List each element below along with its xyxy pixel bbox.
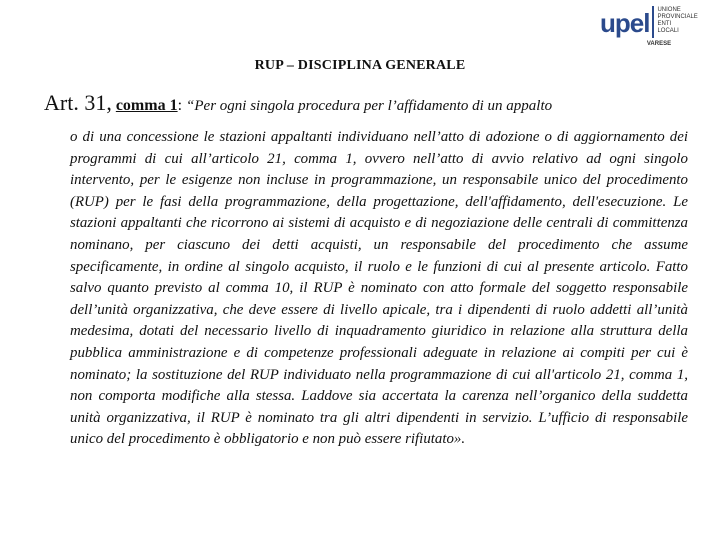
- body-first-line: “Per ogni singola procedura per l’affidamento di un appalto: [186, 98, 553, 114]
- slide-title: RUP – DISCIPLINA GENERALE: [254, 58, 466, 73]
- logo-city: VARESE: [646, 41, 672, 47]
- logo-line: PROVINCIALE: [657, 14, 698, 20]
- comma-number: comma 1: [115, 97, 178, 114]
- logo-divider: [652, 6, 654, 38]
- logo-line: ENTI: [657, 21, 672, 27]
- heading-colon: :: [177, 97, 187, 114]
- logo-line: LOCALI: [657, 28, 679, 34]
- logo-text-block: [657, 7, 697, 35]
- article-number: Art. 31,: [44, 90, 112, 115]
- article-heading: [44, 90, 700, 116]
- logo-wordmark: upel: [600, 8, 650, 38]
- logo-subtext: [600, 41, 718, 47]
- article-body: o di una concessione le stazioni appaltanti individuano nell’atto di adozione o di aggiornamento dei programmi di cui all’articolo 21, comma 1, ovvero nell’atto di avvio relativo ad ogni singolo intervento, per le esigenze non incluse in programmazione, un responsabile unico del procedimento (RUP) per le fasi della programmazione, della progettazione, dell'affidamento, dell'esecuzione. Le stazioni appaltanti che ricorrono ai sistemi di acquisto e di negoziazione delle centrali di committenza nominano, per ciascuno dei detti acquisti, un responsabile del procedimento che assume specificamente, in ordine al singolo acquisto, il ruolo e le funzioni di cui al presente articolo. Fatto salvo quanto previsto al comma 10, il RUP è nominato con atto formale del soggetto responsabile dell’unità organizzativa, che deve essere di livello apicale, tra i dipendenti di ruolo addetti all’unità medesima, dotati del necessario livello di inquadramento giuridico in relazione alla struttura della pubblica amministrazione e di competenze professionali adeguate in relazione ai compiti per cui è nominato; la sostituzione del RUP individuato nella programmazione di cui all'articolo 21, comma 1, non comporta modifiche alla stessa. Laddove sia accertata la carenza nell’organico della suddetta unità organizzativa, il RUP è nominato tra gli altri dipendenti in servizio. L’ufficio di responsabile unico del procedimento è obbligatorio e non può essere rifiutato».: [70, 129, 688, 448]
- logo-line: UNIONE: [657, 7, 681, 13]
- upel-logo: [600, 2, 718, 66]
- logo-row: [600, 2, 718, 38]
